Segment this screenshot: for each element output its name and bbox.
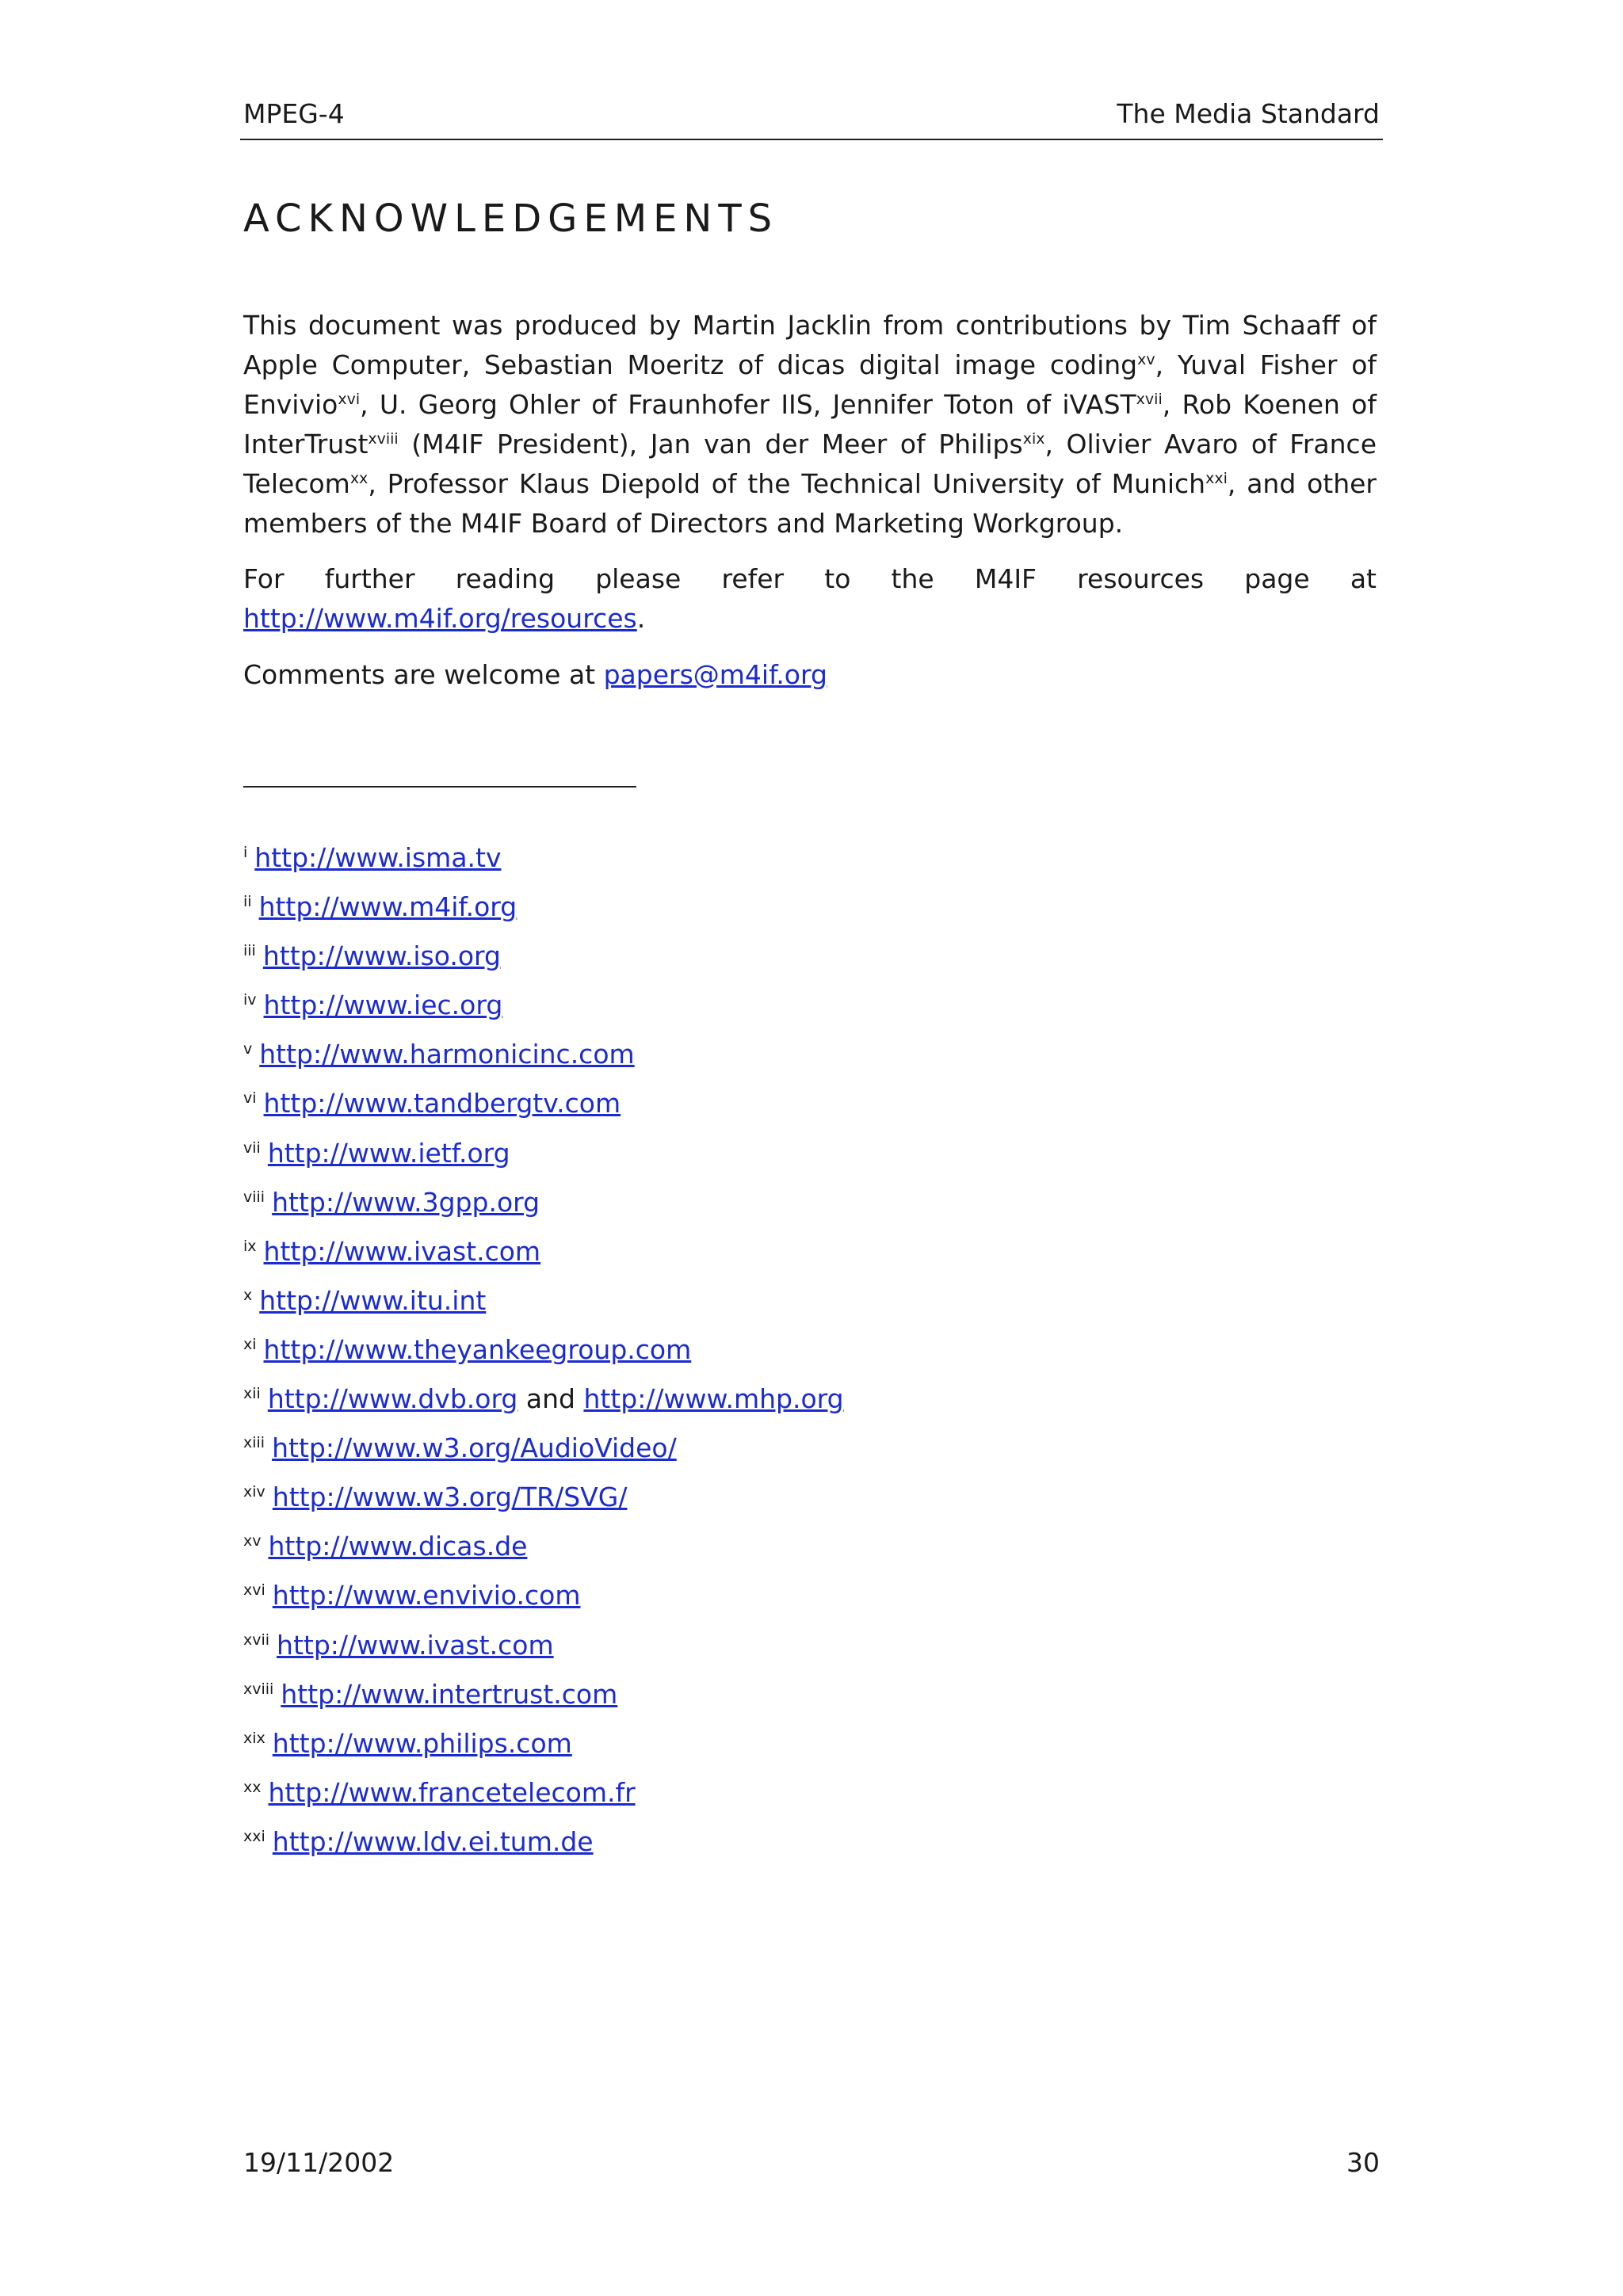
footnote-ref[interactable]: xviii	[368, 430, 399, 448]
ack-text: , and other members of the M4IF Board of Directors and Marketing Workgroup.	[243, 468, 1377, 539]
ack-text: , Professor Klaus Diepold of the Technical University of Munich	[368, 468, 1206, 499]
footnote-item	[243, 932, 844, 981]
header-rule	[240, 139, 1383, 140]
footnote-item	[243, 1030, 844, 1079]
footnote-link[interactable]: http://www.iso.org	[262, 940, 501, 972]
footnote-item	[243, 1473, 844, 1522]
footnote-marker: xix	[243, 1729, 265, 1747]
footnote-ref[interactable]: xx	[349, 470, 369, 487]
footnote-item	[243, 1424, 844, 1473]
footnote-marker: xiii	[243, 1434, 265, 1452]
footnote-link[interactable]: http://www.tandbergtv.com	[263, 1088, 621, 1119]
footnote-item	[243, 1129, 844, 1178]
footnote-link[interactable]: http://www.w3.org/AudioVideo/	[272, 1432, 677, 1464]
footnote-link[interactable]: http://www.ivast.com	[277, 1629, 554, 1661]
footnote-marker: xiv	[243, 1483, 265, 1501]
footnote-link[interactable]: http://www.m4if.org	[258, 891, 517, 923]
footnote-link[interactable]: http://www.mhp.org	[583, 1383, 844, 1415]
footnote-list	[243, 833, 844, 1867]
footnote-link[interactable]: http://www.ietf.org	[267, 1137, 510, 1169]
footnote-marker: xi	[243, 1335, 257, 1353]
footnote-ref[interactable]: xvi	[338, 391, 361, 408]
footnote-item	[243, 833, 844, 883]
footnote-ref[interactable]: xv	[1137, 351, 1155, 368]
footnote-link[interactable]: http://www.iec.org	[263, 990, 503, 1021]
ack-text: This document was produced by Martin Jacklin from contributions by Tim Schaaff of Apple Computer, Sebastian Moeritz of dicas digital image coding	[243, 310, 1377, 380]
footnote-item	[243, 981, 844, 1030]
footnote-marker: vii	[243, 1138, 261, 1157]
ack-text: , Yuval Fisher of Envivio	[243, 349, 1377, 420]
section-heading: ACKNOWLEDGEMENTS	[243, 196, 779, 241]
acknowledgement-paragraph	[243, 306, 1377, 543]
footnote-marker: xvii	[243, 1630, 270, 1649]
resources-link[interactable]: http://www.m4if.org/resources	[243, 603, 637, 634]
footnote-item	[243, 883, 844, 932]
footnote-marker: iii	[243, 942, 256, 960]
footnote-ref[interactable]: xxi	[1205, 470, 1228, 487]
sentence-end: .	[636, 603, 646, 634]
footnote-marker: xv	[243, 1532, 262, 1550]
footnote-link[interactable]: http://www.isma.tv	[254, 842, 502, 873]
footnote-link[interactable]: http://www.ivast.com	[263, 1235, 541, 1267]
footnote-link[interactable]: http://www.intertrust.com	[281, 1678, 618, 1710]
footnote-link[interactable]: http://www.dvb.org	[267, 1383, 518, 1415]
header-title: MPEG-4	[243, 98, 345, 129]
footnote-marker: ix	[243, 1237, 257, 1255]
footnote-item	[243, 1325, 844, 1375]
footnote-link[interactable]: http://www.francetelecom.fr	[268, 1776, 636, 1808]
footnote-link[interactable]: http://www.w3.org/TR/SVG/	[272, 1482, 628, 1513]
footnote-item	[243, 1670, 844, 1719]
footnote-item	[243, 1621, 844, 1670]
footnote-link[interactable]: http://www.theyankeegroup.com	[263, 1333, 692, 1365]
footnote-link[interactable]: http://www.envivio.com	[272, 1580, 581, 1611]
footer-date: 19/11/2002	[243, 2147, 395, 2178]
footnote-marker: viii	[243, 1188, 265, 1206]
header-subtitle: The Media Standard	[1117, 98, 1380, 129]
footnote-item	[243, 1375, 844, 1424]
comments-text: Comments are welcome at	[243, 659, 604, 690]
footnote-ref[interactable]: xix	[1022, 430, 1045, 448]
footnote-joiner: and	[517, 1383, 584, 1415]
footnote-marker: v	[243, 1040, 253, 1058]
further-reading-text: For further reading please refer to the M4IF resources page at	[243, 563, 1377, 594]
footnote-marker: xii	[243, 1385, 261, 1403]
footnote-link[interactable]: http://www.3gpp.org	[272, 1186, 540, 1218]
footnote-marker: xvi	[243, 1581, 265, 1600]
footnote-marker: xxi	[243, 1827, 265, 1845]
footnote-item	[243, 1768, 844, 1817]
footnote-item	[243, 1817, 844, 1867]
footnote-marker: xviii	[243, 1680, 274, 1698]
footnote-item	[243, 1571, 844, 1620]
footnote-marker: xx	[243, 1778, 262, 1796]
footnote-item	[243, 1276, 844, 1325]
footnote-link[interactable]: http://www.itu.int	[259, 1284, 487, 1316]
ack-text: , Rob Koenen of InterTrust	[243, 389, 1377, 460]
footnote-item	[243, 1227, 844, 1276]
ack-text: , Olivier Avaro of France Telecom	[243, 429, 1377, 499]
page-number: 30	[1346, 2147, 1380, 2178]
footnote-marker: ii	[243, 893, 252, 911]
ack-text: , U. Georg Ohler of Fraunhofer IIS, Jennifer Toton of iVAST	[360, 389, 1136, 420]
footnote-item	[243, 1178, 844, 1227]
footnote-marker: x	[243, 1286, 253, 1304]
footnote-marker: i	[243, 844, 248, 861]
comments-line	[243, 655, 1377, 695]
footnote-ref[interactable]: xvii	[1136, 391, 1163, 408]
footnote-link[interactable]: http://www.philips.com	[272, 1727, 572, 1759]
footnote-marker: iv	[243, 991, 257, 1009]
footnote-link[interactable]: http://www.ldv.ei.tum.de	[272, 1825, 594, 1857]
footnote-marker: vi	[243, 1089, 257, 1108]
further-reading-line	[243, 599, 1377, 639]
footnote-item	[243, 1522, 844, 1571]
footnote-link[interactable]: http://www.harmonicinc.com	[259, 1039, 635, 1070]
email-link[interactable]: papers@m4if.org	[603, 659, 827, 690]
ack-text: (M4IF President), Jan van der Meer of Philips	[398, 429, 1023, 460]
footnote-link[interactable]: http://www.dicas.de	[268, 1531, 528, 1562]
footnote-item	[243, 1079, 844, 1128]
footnote-separator	[243, 786, 636, 788]
footnote-item	[243, 1719, 844, 1768]
